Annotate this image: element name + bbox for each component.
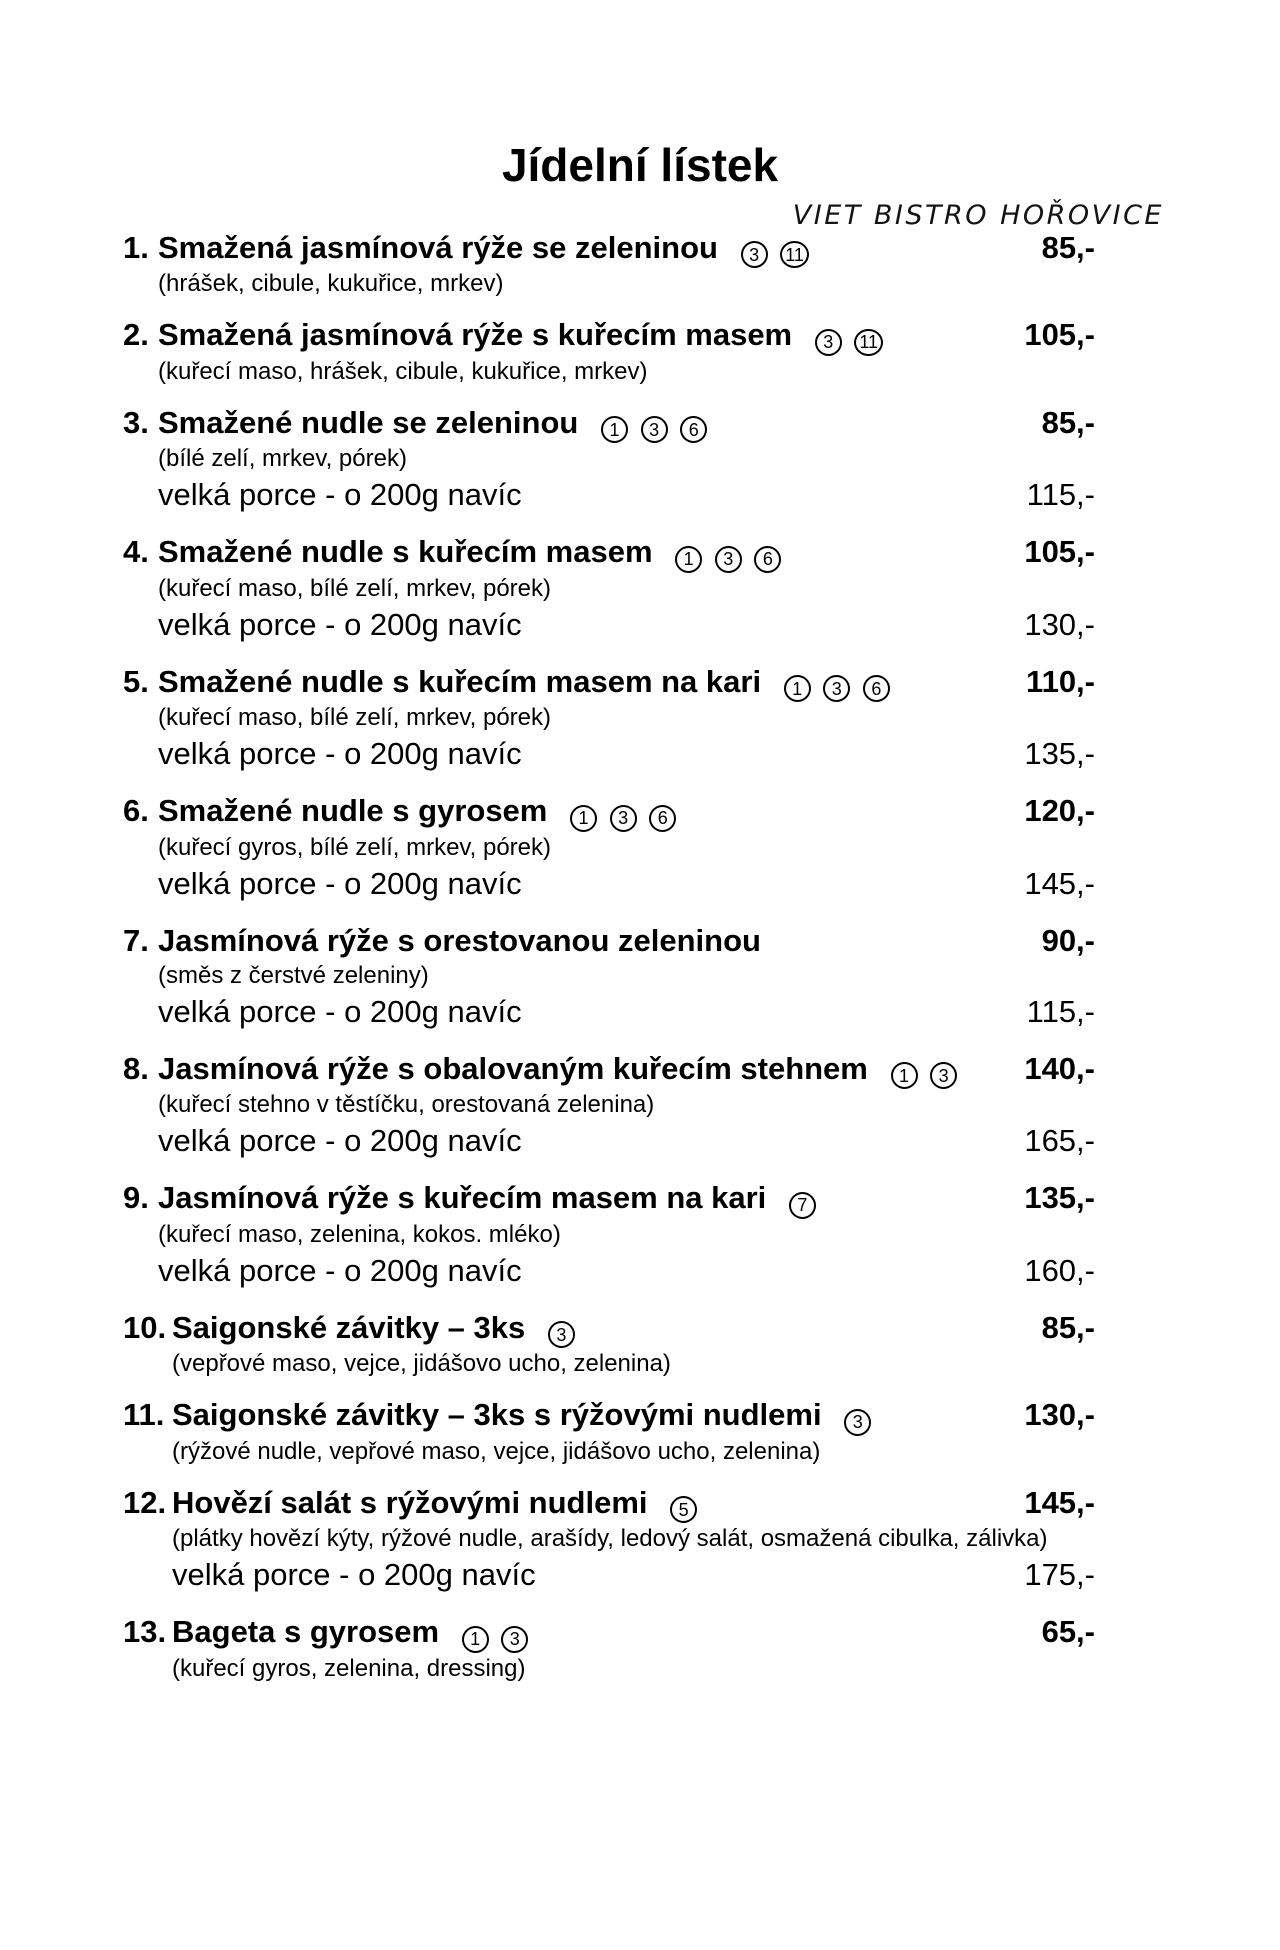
allergen-badge: 5 <box>670 1496 697 1523</box>
item-number: 2. <box>123 317 149 353</box>
large-portion-row <box>158 863 1095 905</box>
large-portion-price: 160,- <box>1024 1252 1095 1288</box>
allergen-badge: 1 <box>462 1626 489 1653</box>
item-name: Jasmínová rýže s orestovanou zeleninou <box>158 922 761 958</box>
menu-item <box>123 922 1095 1033</box>
item-number: 12. <box>123 1484 167 1520</box>
large-portion-label: velká porce - o 200g navíc <box>158 606 522 642</box>
allergen-badge: 3 <box>844 1409 871 1436</box>
item-title-row <box>172 1613 1095 1653</box>
allergen-badge: 1 <box>675 546 702 573</box>
item-number: 4. <box>123 534 149 570</box>
item-number: 8. <box>123 1050 149 1086</box>
item-title <box>158 1050 977 1090</box>
allergen-badge: 3 <box>741 241 768 268</box>
item-price: 85,- <box>1041 1309 1095 1345</box>
large-portion-label: velká porce - o 200g navíc <box>172 1557 536 1593</box>
menu-item <box>123 533 1095 646</box>
item-price: 105,- <box>1024 317 1095 353</box>
allergen-badge: 11 <box>854 329 883 356</box>
item-name: Smažené nudle s gyrosem <box>158 793 548 829</box>
menu-list <box>123 229 1095 1684</box>
page-title: Jídelní lístek <box>501 139 779 191</box>
large-portion-label: velká porce - o 200g navíc <box>158 993 522 1029</box>
menu-item <box>123 229 1095 300</box>
item-name: Hovězí salát s rýžovými nudlemi <box>172 1484 648 1520</box>
allergen-badge: 3 <box>501 1626 528 1653</box>
allergen-badges <box>670 1484 701 1524</box>
menu-item <box>123 1396 1095 1467</box>
allergen-badge: 3 <box>548 1321 575 1348</box>
allergen-badge: 6 <box>754 546 781 573</box>
item-title-row <box>172 1396 1095 1436</box>
item-title-row <box>158 404 1095 444</box>
item-name: Smažená jasmínová rýže se zeleninou <box>158 229 718 265</box>
allergen-badges <box>784 663 894 703</box>
item-ingredients: (kuřecí maso, bílé zelí, mrkev, pórek) <box>158 704 551 732</box>
item-name: Smažené nudle s kuřecím masem <box>158 534 653 570</box>
large-portion-price: 115,- <box>1026 477 1095 513</box>
item-price: 85,- <box>1041 404 1095 440</box>
large-portion-label: velká porce - o 200g navíc <box>158 736 522 772</box>
item-title-row <box>158 792 1095 832</box>
allergen-badge: 6 <box>863 675 890 702</box>
item-number: 1. <box>123 229 149 265</box>
menu-item <box>123 1050 1095 1163</box>
item-ingredients: (kuřecí maso, bílé zelí, mrkev, pórek) <box>158 574 551 602</box>
allergen-badge: 3 <box>715 546 742 573</box>
item-ingredients: (kuřecí gyros, bílé zelí, mrkev, pórek) <box>158 833 551 861</box>
large-portion-price: 145,- <box>1024 865 1095 901</box>
item-price: 105,- <box>1024 534 1095 570</box>
allergen-badge: 11 <box>780 241 809 268</box>
large-portion-label: velká porce - o 200g navíc <box>158 1252 522 1288</box>
allergen-badge: 7 <box>789 1192 816 1219</box>
item-ingredients: (hrášek, cibule, kukuřice, mrkev) <box>158 270 504 298</box>
item-number: 3. <box>123 404 149 440</box>
menu-item <box>123 663 1095 776</box>
allergen-badges <box>548 1309 579 1349</box>
item-price: 135,- <box>1024 1180 1095 1216</box>
item-title-row <box>158 229 1095 269</box>
item-title <box>172 1613 548 1653</box>
item-ingredients: (rýžové nudle, vepřové maso, vejce, jidášovo ucho, zelenina) <box>172 1437 821 1465</box>
item-name: Jasmínová rýže s kuřecím masem na kari <box>158 1180 767 1216</box>
item-name: Saigonské závitky – 3ks s rýžovými nudlemi <box>172 1397 822 1433</box>
item-name: Smažená jasmínová rýže s kuřecím masem <box>158 317 793 353</box>
allergen-badges <box>891 1050 962 1090</box>
item-ingredients: (kuřecí maso, zelenina, kokos. mléko) <box>158 1220 561 1248</box>
item-number: 10. <box>123 1309 167 1345</box>
item-ingredients: (bílé zelí, mrkev, pórek) <box>158 445 407 473</box>
item-price: 65,- <box>1041 1614 1095 1650</box>
item-price: 110,- <box>1026 663 1095 699</box>
item-title-row <box>158 922 1095 960</box>
menu-item <box>123 404 1095 517</box>
large-portion-row <box>158 1120 1095 1162</box>
item-title-row <box>158 1179 1095 1219</box>
item-number: 6. <box>123 793 149 829</box>
item-title-row <box>172 1484 1095 1524</box>
item-name: Saigonské závitky – 3ks <box>172 1309 526 1345</box>
item-title <box>158 1179 836 1219</box>
allergen-badges <box>675 533 785 573</box>
large-portion-label: velká porce - o 200g navíc <box>158 865 522 901</box>
item-price: 145,- <box>1024 1484 1095 1520</box>
brand-name: VIET BISTRO HOŘOVICE <box>792 200 1164 231</box>
large-portion-row <box>158 474 1095 516</box>
allergen-badges <box>789 1179 820 1219</box>
item-ingredients: (kuřecí stehno v těstíčku, orestovaná zelenina) <box>158 1091 655 1119</box>
item-title-row <box>158 316 1095 356</box>
allergen-badges <box>741 229 813 269</box>
item-name: Jasmínová rýže s obalovaným kuřecím stehnem <box>158 1050 868 1086</box>
allergen-badge: 6 <box>680 416 707 443</box>
menu-item <box>123 1484 1095 1597</box>
item-title <box>172 1484 717 1524</box>
item-price: 85,- <box>1041 229 1095 265</box>
item-title <box>158 663 910 703</box>
large-portion-price: 135,- <box>1024 736 1095 772</box>
item-price: 120,- <box>1024 793 1095 829</box>
allergen-badge: 3 <box>823 675 850 702</box>
item-title <box>158 533 801 573</box>
large-portion-row <box>158 604 1095 646</box>
item-title <box>158 922 777 960</box>
large-portion-price: 165,- <box>1024 1123 1095 1159</box>
large-portion-row <box>158 991 1095 1033</box>
allergen-badges <box>844 1396 875 1436</box>
menu-item <box>123 792 1095 905</box>
large-portion-row <box>158 1250 1095 1292</box>
allergen-badges <box>601 404 711 444</box>
item-ingredients: (směs z čerstvé zeleniny) <box>158 961 429 989</box>
large-portion-row <box>172 1554 1095 1596</box>
item-title <box>158 792 696 832</box>
item-price: 130,- <box>1024 1397 1095 1433</box>
large-portion-label: velká porce - o 200g navíc <box>158 1123 522 1159</box>
allergen-badges <box>570 792 680 832</box>
item-title <box>158 316 903 356</box>
menu-item <box>123 1179 1095 1292</box>
allergen-badges <box>462 1613 533 1653</box>
item-price: 140,- <box>1024 1050 1095 1086</box>
large-portion-price: 115,- <box>1026 993 1095 1029</box>
item-number: 13. <box>123 1614 167 1650</box>
item-title <box>158 229 829 269</box>
item-ingredients: (kuřecí maso, hrášek, cibule, kukuřice, mrkev) <box>158 357 648 385</box>
item-title <box>158 404 727 444</box>
menu-item <box>123 1613 1095 1684</box>
item-number: 7. <box>123 922 149 958</box>
item-ingredients: (plátky hovězí kýty, rýžové nudle, arašídy, ledový salát, osmažená cibulka, zálivka) <box>172 1525 1048 1553</box>
item-number: 5. <box>123 663 149 699</box>
allergen-badge: 1 <box>570 805 597 832</box>
item-ingredients: (kuřecí gyros, zelenina, dressing) <box>172 1654 526 1682</box>
large-portion-price: 175,- <box>1024 1557 1095 1593</box>
allergen-badges <box>815 316 887 356</box>
item-title-row <box>158 1050 1095 1090</box>
large-portion-label: velká porce - o 200g navíc <box>158 477 522 513</box>
allergen-badge: 6 <box>649 805 676 832</box>
item-title <box>172 1309 595 1349</box>
item-number: 11. <box>123 1397 165 1433</box>
item-name: Smažené nudle s kuřecím masem na kari <box>158 663 762 699</box>
item-number: 9. <box>123 1180 149 1216</box>
item-name: Bageta s gyrosem <box>172 1614 440 1650</box>
item-title-row <box>172 1309 1095 1349</box>
item-title-row <box>158 533 1095 573</box>
menu-item <box>123 1309 1095 1380</box>
allergen-badge: 3 <box>930 1062 957 1089</box>
item-price: 90,- <box>1041 922 1095 958</box>
item-title-row <box>158 663 1095 703</box>
allergen-badge: 1 <box>601 416 628 443</box>
item-ingredients: (vepřové maso, vejce, jidášovo ucho, zelenina) <box>172 1350 671 1378</box>
allergen-badge: 3 <box>815 329 842 356</box>
allergen-badge: 1 <box>784 675 811 702</box>
allergen-badge: 1 <box>891 1062 918 1089</box>
menu-item <box>123 316 1095 387</box>
item-title <box>172 1396 891 1436</box>
allergen-badge: 3 <box>641 416 668 443</box>
large-portion-price: 130,- <box>1024 606 1095 642</box>
large-portion-row <box>158 733 1095 775</box>
item-name: Smažené nudle se zeleninou <box>158 404 579 440</box>
allergen-badge: 3 <box>610 805 637 832</box>
